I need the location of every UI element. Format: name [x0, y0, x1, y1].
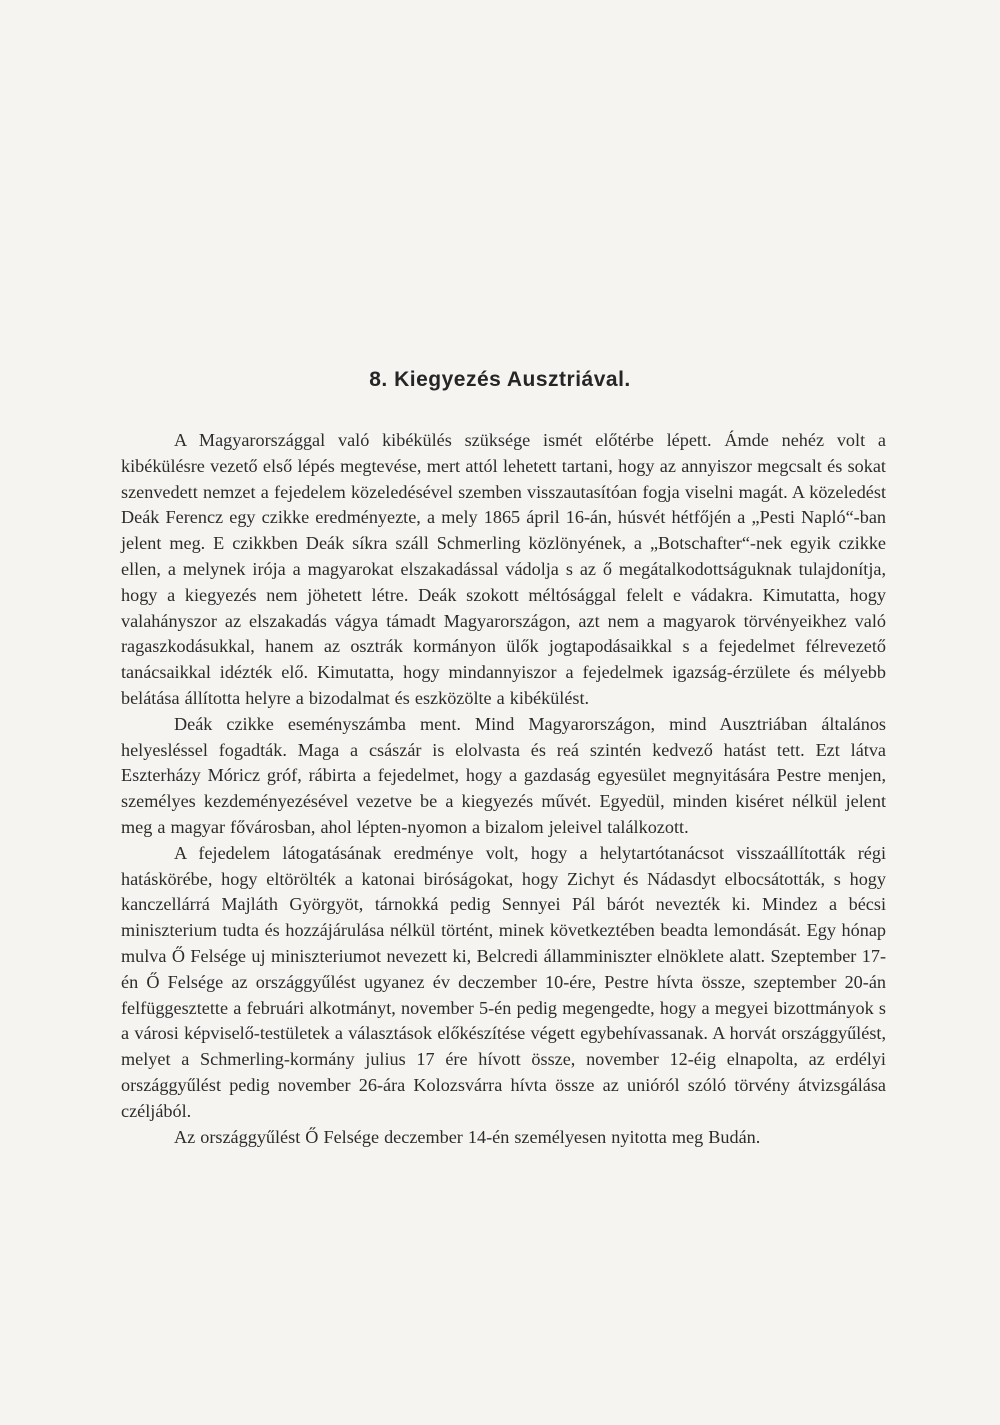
- chapter-title-text: Kiegyezés Ausztriával.: [394, 368, 631, 391]
- paragraph-2: Deák czikke eseményszámba ment. Mind Magyarországon, mind Ausztriában általános helyesléssel fogadták. Maga a császár is elolvasta és reá szintén kedvező hatást tett. Ezt látva Eszterházy Móricz gróf, rábirta a fejedelmet, hogy a gazdaság egyesület megnyitására Pestre menjen, személyes kezdeményezésével vezetve be a kiegyezés művét. Egyedül, minden kiséret nélkül jelent meg a magyar fővárosban, ahol lépten-nyomon a bizalom jeleivel találkozott.: [121, 713, 886, 837]
- chapter-title: [0, 368, 1000, 392]
- chapter-number: 8.: [369, 368, 388, 391]
- paragraph-3: A fejedelem látogatásának eredménye volt, hogy a helytartótanácsot visszaállították régi hatáskörébe, hogy eltörölték a katonai biróságokat, hogy Zichyt és Nádasdyt elbocsátották, s hogy kanczellárrá Majláth Györgyöt, tárnokká pedig Sennyei Pál bárót nevezték ki. Mindez a bécsi miniszterium tudta és hozzájárulása nélkül történt, minek következtében beadta lemondását. Egy hónap mulva Ő Felsége uj miniszteriumot nevezett ki, Belcredi államminiszter elnöklete alatt. Szeptember 17-én Ő Felsége az országgyűlést ugyanez év deczember 10-ére, Pestre hívta össze, szeptember 20-án felfüggesztette a februári alkotmányt, november 5-én pedig megengedte, hogy a megyei bizottmányok s a városi képviselő-testületek a választások előkészítése végett egybehívassanak. A horvát országgyűlést, melyet a Schmerling-kormány julius 17 ére hívott össze, november 12-éig elnapolta, az erdélyi országgyűlést pedig november 26-ára Kolozsvárra hívta össze az unióról szóló törvény átvizsgálása czéljából.: [121, 842, 886, 1121]
- paragraph-1: A Magyarországgal való kibékülés szüksége ismét előtérbe lépett. Ámde nehéz volt a kibékülésre vezető első lépés megtevése, mert attól lehetett tartani, hogy az annyiszor megcsalt és sokat szenvedett nemzet a fejedelem közeledésével szemben visszautasítóan fogja viselni magát. A közeledést Deák Ferencz egy czikke eredményezte, a mely 1865 ápril 16-án, húsvét hétfőjén a „Pesti Napló“-ban jelent meg. E czikkben Deák síkra száll Schmerling közlönyének, a „Botschafter“-nek egyik czikke ellen, a melynek irója a magyarokat elszakadással vádolja s az ő megátalkodottságuknak tulajdonítja, hogy a kiegyezés nem jöhetett létre. Deák szokott méltósággal felelt e vádakra. Kimutatta, hogy valahányszor az elszakadás vágya támadt Magyarországon, azt nem a magyarok törvényeikhez való ragaszkodásukkal, hanem az osztrák kormányon ülők jogtapodásaikkal s a fejedelmet félrevezető tanácsaikkal idézték elő. Kimutatta, hogy mindannyiszor a fejedelmek igazság-érzülete és mélyebb belátása állította helyre a bizodalmat és eszközölte a kibékülést.: [121, 430, 886, 708]
- paragraph-4: Az országgyűlést Ő Felsége deczember 14-én személyesen nyitotta meg Budán.: [174, 1126, 761, 1147]
- body-text: [121, 428, 886, 1150]
